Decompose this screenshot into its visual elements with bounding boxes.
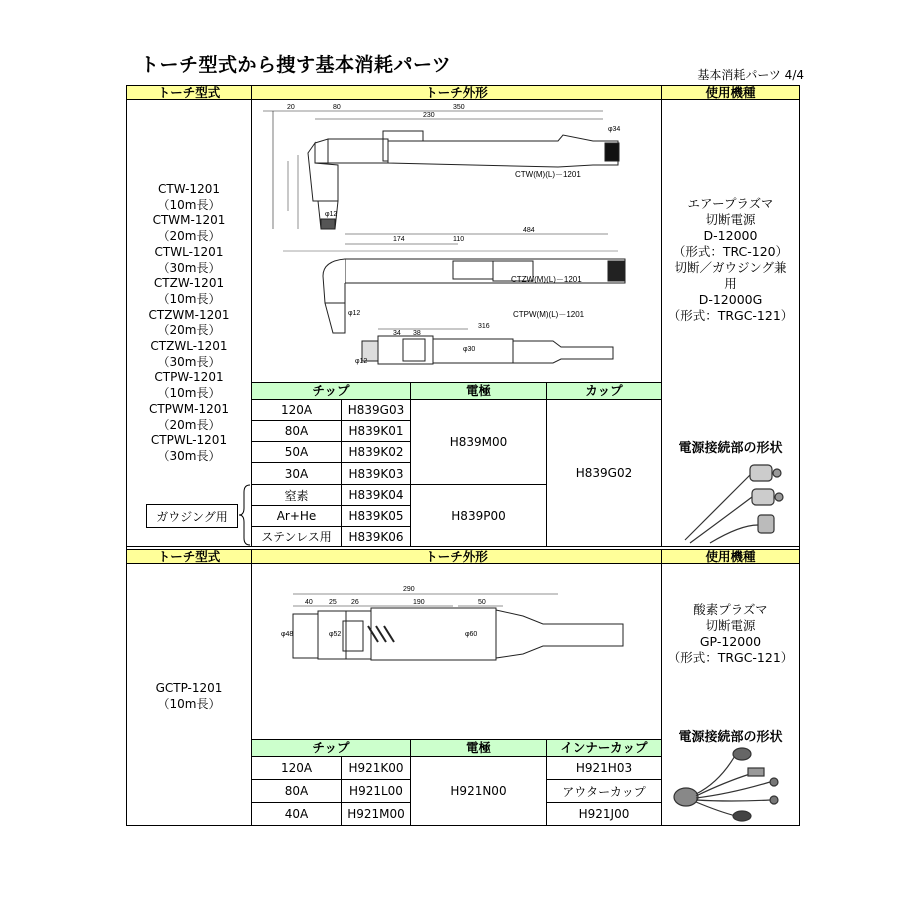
amp-cell: 50A: [251, 441, 342, 463]
connector-title: 電源接続部の形状: [678, 441, 783, 456]
cup-cell: H921J00: [546, 802, 662, 826]
amp-cell: 120A: [251, 756, 342, 780]
tip-cell: H839K02: [341, 441, 411, 463]
amp-cell: 40A: [251, 802, 342, 826]
svg-text:484: 484: [523, 227, 535, 234]
amp-cell: Ar+He: [251, 505, 342, 527]
brace-icon: [238, 484, 252, 546]
svg-text:φ34: φ34: [608, 126, 621, 133]
svg-text:φ12: φ12: [325, 211, 338, 218]
svg-text:174: 174: [393, 236, 405, 243]
model-line: CTPWM-1201: [148, 401, 230, 416]
svg-text:34: 34: [393, 330, 401, 337]
cup-cell: アウターカップ: [546, 779, 662, 803]
cup-cell: H921H03: [546, 756, 662, 780]
svg-text:φ12: φ12: [355, 358, 368, 365]
parts-header-electrode: 電極: [410, 382, 547, 400]
model-line: CTWL-1201: [154, 244, 224, 259]
torch-model-list-2: [128, 680, 250, 712]
model-line: CTPW-1201: [154, 370, 224, 385]
parts-header-electrode-2: 電極: [410, 739, 547, 757]
svg-text:40: 40: [305, 599, 313, 606]
svg-text:26: 26: [351, 599, 359, 606]
amp-cell: 80A: [251, 420, 342, 442]
header-machine-2: 使用機種: [661, 549, 800, 564]
drawing-label-ctw: CTW(M)(L)－1201: [515, 170, 581, 179]
model-line: CTWM-1201: [152, 213, 226, 228]
amp-cell: 80A: [251, 779, 342, 803]
tip-cell: H921M00: [341, 802, 411, 826]
model-line: CTZWM-1201: [148, 307, 230, 322]
svg-text:φ30: φ30: [463, 346, 476, 353]
model-line: CTZWL-1201: [150, 339, 228, 354]
tip-cell: H839G03: [341, 399, 411, 421]
svg-text:38: 38: [413, 330, 421, 337]
model-line: （20m長）: [157, 417, 221, 432]
svg-text:190: 190: [413, 599, 425, 606]
tip-cell: H839K03: [341, 462, 411, 485]
electrode-main-cell: H839M00: [410, 399, 547, 485]
model-line: CTW-1201: [158, 182, 220, 196]
drawing-label-ctzw: CTZW(M)(L)－1201: [511, 275, 582, 284]
model-line: （10m長）: [157, 386, 221, 401]
machine-description: エアープラズマ 切断電源 D-12000 （形式：TRC-120） 切断／ガウジング兼 用 D-12000G （形式：TRGC-121）: [667, 196, 794, 323]
header-torch-model-2: トーチ型式: [126, 549, 252, 564]
drawing-label-ctpw: CTPW(M)(L)－1201: [513, 310, 585, 319]
page-title: トーチ型式から捜す基本消耗パーツ: [140, 54, 452, 76]
tip-cell: H839K04: [341, 484, 411, 506]
header-torch-shape: トーチ外形: [251, 85, 662, 100]
model-line: CTPWL-1201: [150, 433, 228, 448]
amp-cell: 窒素: [251, 484, 342, 506]
tip-cell: H921L00: [341, 779, 411, 803]
parts-header-tip: チップ: [251, 382, 411, 400]
model-line: （10m長）: [157, 291, 221, 306]
svg-text:50: 50: [478, 599, 486, 606]
model-line: （10m長）: [157, 697, 221, 711]
torch-model-list: [128, 182, 250, 465]
svg-text:20: 20: [287, 104, 295, 111]
cup-cell: H839G02: [546, 399, 662, 547]
svg-text:110: 110: [453, 236, 465, 243]
torch-drawing-ctw: [253, 101, 660, 383]
svg-text:230: 230: [423, 112, 435, 119]
connector-title-2: 電源接続部の形状: [678, 730, 783, 745]
tip-cell: H839K06: [341, 526, 411, 547]
svg-text:φ60: φ60: [465, 631, 478, 638]
model-line: （30m長）: [157, 448, 221, 463]
svg-text:80: 80: [333, 104, 341, 111]
svg-text:290: 290: [403, 586, 415, 593]
svg-text:25: 25: [329, 599, 337, 606]
model-line: CTZW-1201: [153, 276, 225, 291]
svg-text:316: 316: [478, 323, 490, 330]
parts-header-inner-cup: インナーカップ: [546, 739, 662, 757]
svg-text:350: 350: [453, 104, 465, 111]
gouging-label: ガウジング用: [146, 504, 238, 528]
tip-cell: H921K00: [341, 756, 411, 780]
svg-text:φ52: φ52: [329, 631, 342, 638]
model-line: （10m長）: [157, 197, 221, 212]
header-machine: 使用機種: [661, 85, 800, 100]
electrode-gouging-cell: H839P00: [410, 484, 547, 547]
amp-cell: 120A: [251, 399, 342, 421]
header-torch-model: トーチ型式: [126, 85, 252, 100]
amp-cell: ステンレス用: [251, 526, 342, 547]
header-torch-shape-2: トーチ外形: [251, 549, 662, 564]
model-line: （30m長）: [157, 260, 221, 275]
model-line: （30m長）: [157, 354, 221, 369]
tip-cell: H839K05: [341, 505, 411, 527]
connector-image-2: [670, 742, 790, 824]
connector-image: [680, 455, 790, 545]
tip-cell: H839K01: [341, 420, 411, 442]
machine-description-2: 酸素プラズマ 切断電源 GP-12000 （形式：TRGC-121）: [667, 602, 794, 665]
model-line: GCTP-1201: [155, 681, 223, 695]
parts-header-cup: カップ: [546, 382, 662, 400]
parts-header-tip-2: チップ: [251, 739, 411, 757]
model-line: （20m長）: [157, 323, 221, 338]
amp-cell: 30A: [251, 462, 342, 485]
svg-text:φ48: φ48: [281, 631, 294, 638]
svg-text:φ12: φ12: [348, 310, 361, 317]
electrode-cell-2: H921N00: [410, 756, 547, 826]
torch-drawing-gctp: [253, 566, 660, 738]
model-line: （20m長）: [157, 229, 221, 244]
page-label: 基本消耗パーツ 4/4: [697, 68, 804, 82]
